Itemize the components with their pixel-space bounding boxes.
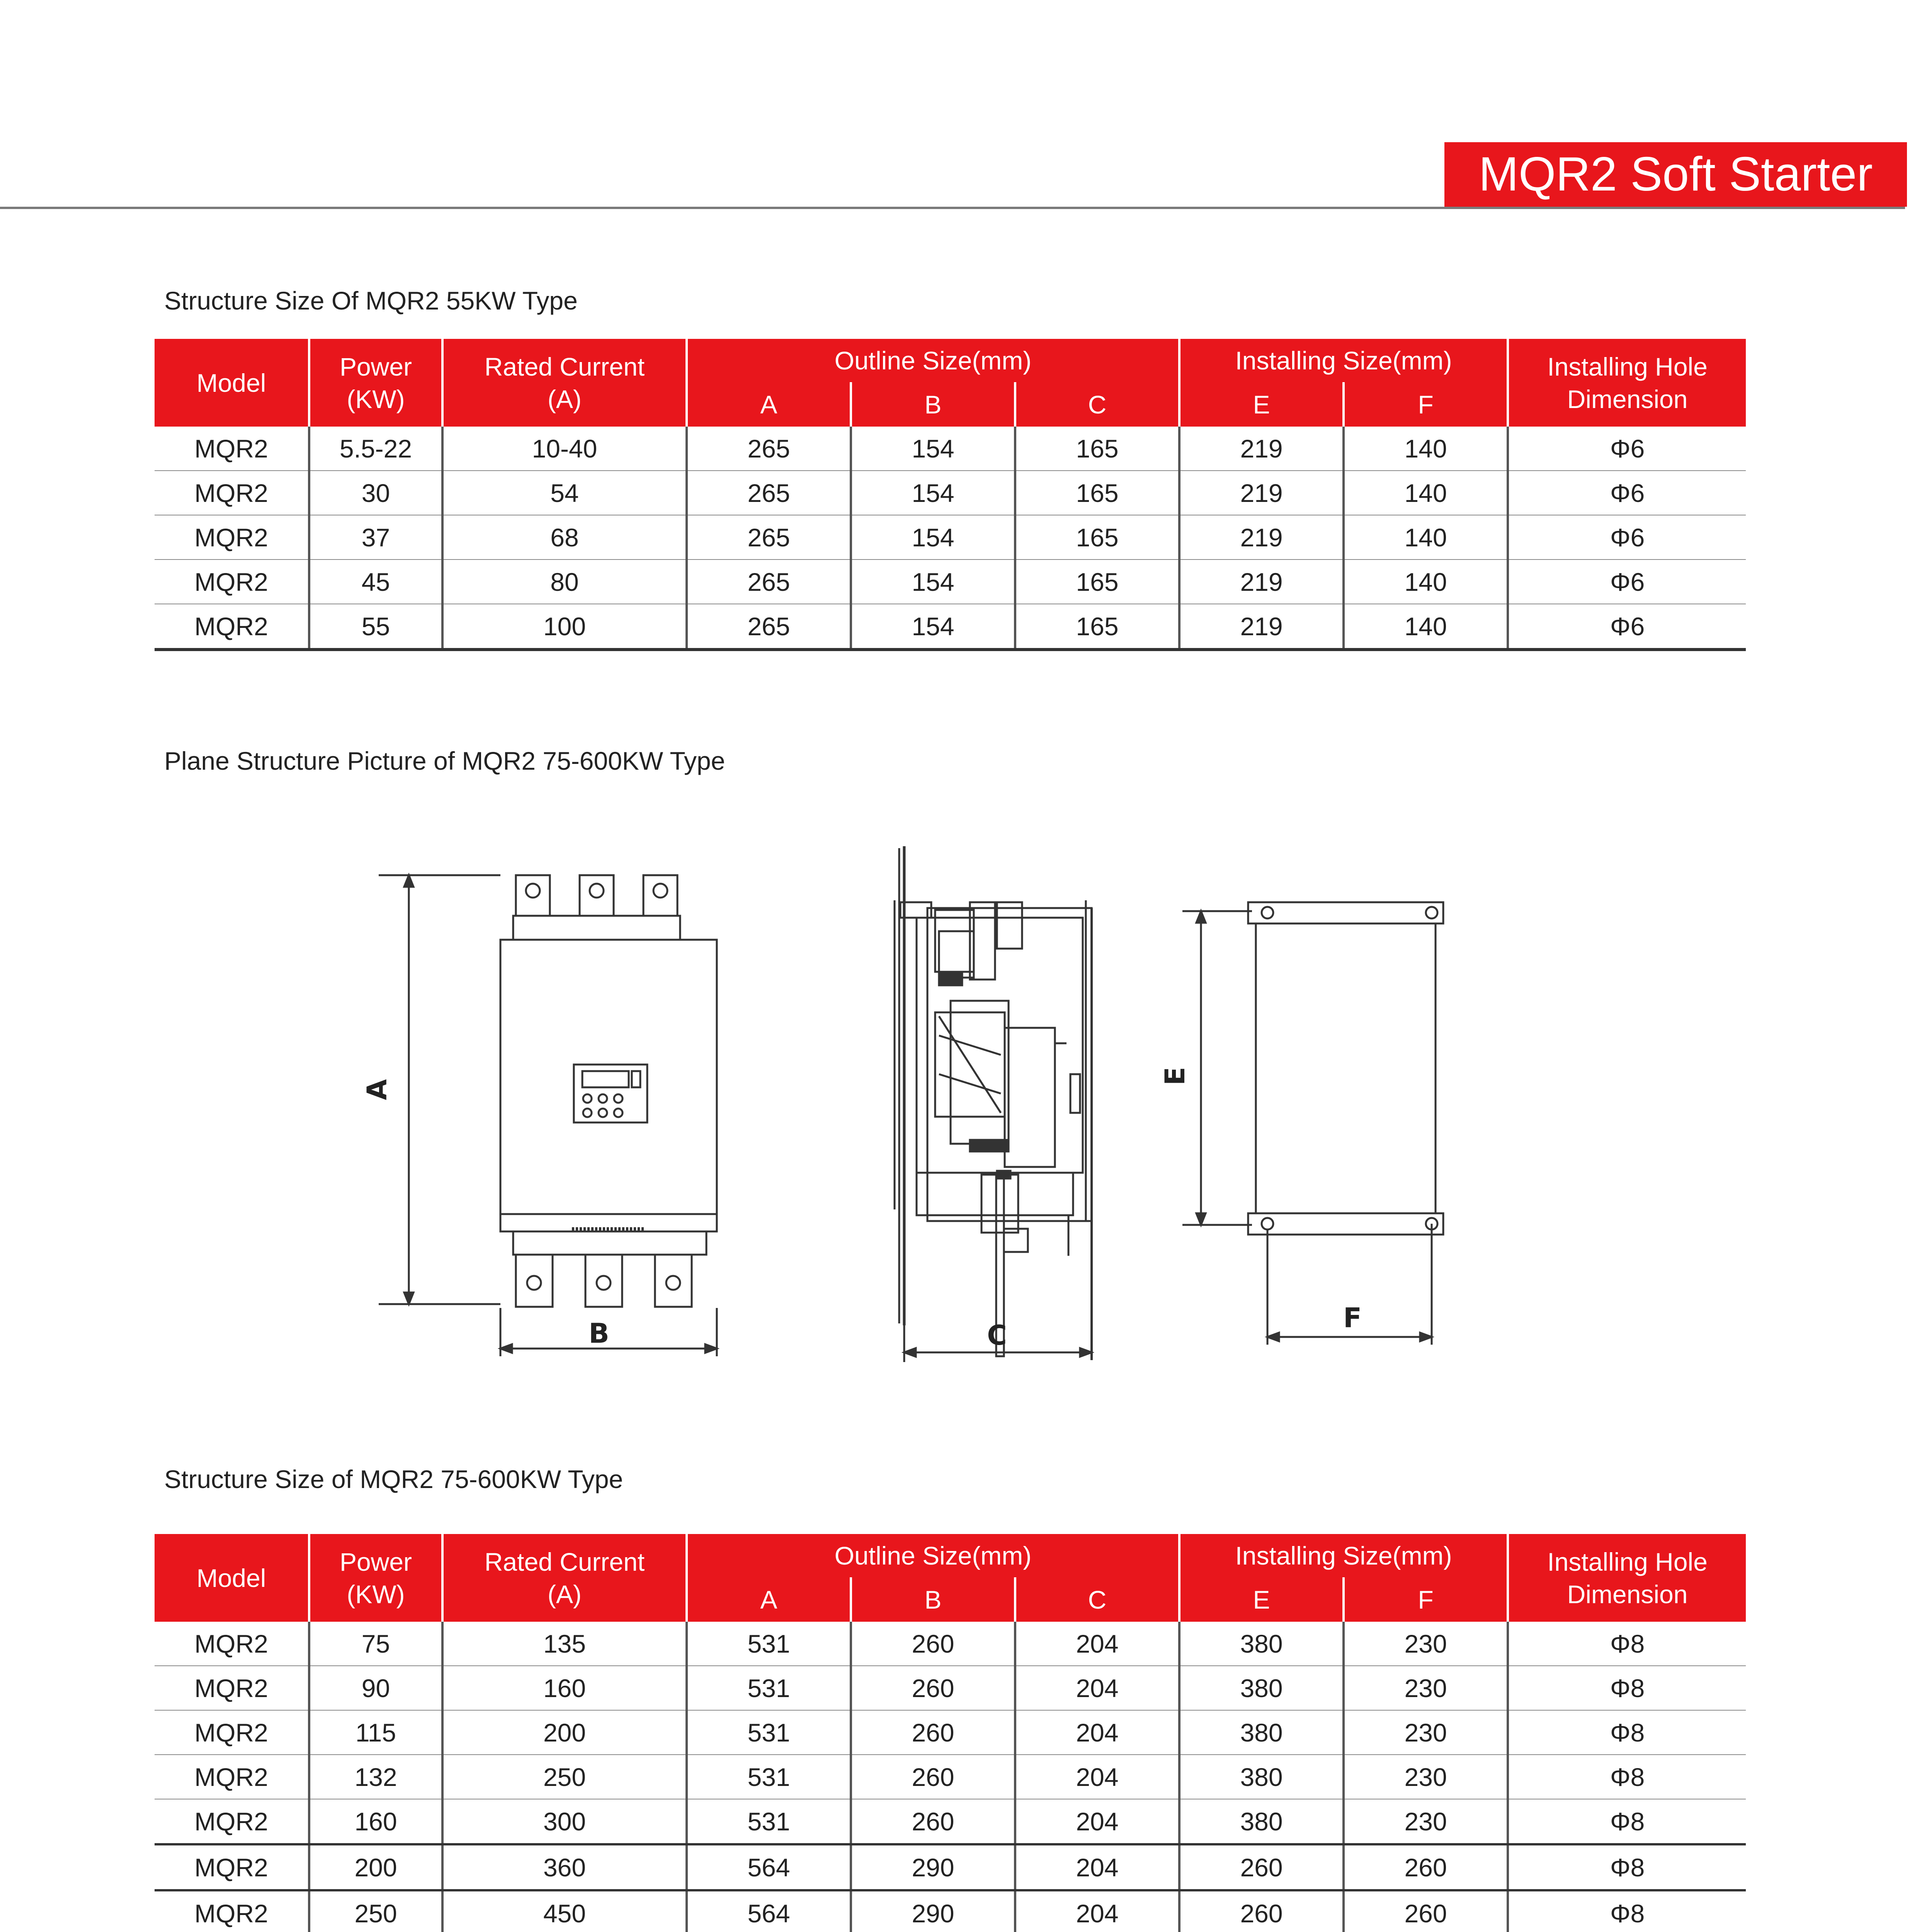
cell-power: 5.5-22 xyxy=(309,427,442,471)
spec-table-75-600kw xyxy=(155,1534,1746,1932)
header-outline: Outline Size(mm) xyxy=(687,1534,1179,1577)
header-current-unit: (A) xyxy=(548,384,582,413)
cell-f: 260 xyxy=(1344,1844,1508,1890)
cell-model: MQR2 xyxy=(155,427,309,471)
header-a: A xyxy=(687,1577,851,1622)
table-row xyxy=(155,1755,1746,1799)
cell-a: 531 xyxy=(687,1799,851,1844)
cell-current: 135 xyxy=(442,1622,687,1666)
section1-title: Structure Size Of MQR2 55KW Type xyxy=(164,286,578,315)
cell-power: 90 xyxy=(309,1666,442,1710)
cell-e: 380 xyxy=(1179,1799,1344,1844)
cell-b: 290 xyxy=(851,1844,1015,1890)
cell-f: 140 xyxy=(1344,427,1508,471)
cell-current: 100 xyxy=(442,604,687,650)
cell-c: 204 xyxy=(1015,1799,1179,1844)
cell-current: 450 xyxy=(442,1890,687,1932)
label-e: E xyxy=(1159,1067,1191,1085)
cell-hole: Φ8 xyxy=(1508,1622,1746,1666)
cell-b: 260 xyxy=(851,1666,1015,1710)
header-hole-label: Installing Hole xyxy=(1547,1547,1708,1576)
header-power-label: Power xyxy=(339,1547,412,1576)
header-power-unit: (KW) xyxy=(347,384,405,413)
cell-b: 154 xyxy=(851,515,1015,560)
cell-model: MQR2 xyxy=(155,1844,309,1890)
cell-model: MQR2 xyxy=(155,1666,309,1710)
header-e: E xyxy=(1179,382,1344,427)
cell-current: 10-40 xyxy=(442,427,687,471)
cell-e: 380 xyxy=(1179,1755,1344,1799)
cell-power: 30 xyxy=(309,471,442,515)
cell-hole: Φ8 xyxy=(1508,1799,1746,1844)
cell-power: 115 xyxy=(309,1710,442,1755)
cell-e: 219 xyxy=(1179,471,1344,515)
table-row xyxy=(155,1666,1746,1710)
cell-c: 165 xyxy=(1015,471,1179,515)
header-c: C xyxy=(1015,1577,1179,1622)
header-badge: MQR2 Soft Starter xyxy=(1444,142,1907,207)
cell-current: 250 xyxy=(442,1755,687,1799)
cell-b: 154 xyxy=(851,604,1015,650)
header-power-unit: (KW) xyxy=(347,1580,405,1609)
cell-c: 204 xyxy=(1015,1890,1179,1932)
cell-f: 230 xyxy=(1344,1622,1508,1666)
header-current-unit: (A) xyxy=(548,1580,582,1609)
label-b: B xyxy=(589,1318,609,1349)
cell-power: 200 xyxy=(309,1844,442,1890)
cell-hole: Φ6 xyxy=(1508,560,1746,604)
top-view xyxy=(1182,902,1443,1345)
cell-f: 140 xyxy=(1344,560,1508,604)
cell-f: 140 xyxy=(1344,515,1508,560)
cell-a: 564 xyxy=(687,1844,851,1890)
cell-a: 531 xyxy=(687,1755,851,1799)
cell-power: 55 xyxy=(309,604,442,650)
cell-a: 531 xyxy=(687,1666,851,1710)
cell-e: 380 xyxy=(1179,1710,1344,1755)
header-installing: Installing Size(mm) xyxy=(1179,1534,1508,1577)
cell-f: 140 xyxy=(1344,471,1508,515)
cell-c: 165 xyxy=(1015,560,1179,604)
table-row xyxy=(155,515,1746,560)
label-f: F xyxy=(1343,1302,1362,1334)
header-hole-label-2: Dimension xyxy=(1567,384,1688,413)
cell-current: 300 xyxy=(442,1799,687,1844)
front-view xyxy=(379,875,717,1356)
table-row xyxy=(155,471,1746,515)
header-hole-label: Installing Hole xyxy=(1547,352,1708,381)
diagram-svg xyxy=(361,842,1530,1391)
cell-b: 260 xyxy=(851,1755,1015,1799)
cell-hole: Φ8 xyxy=(1508,1890,1746,1932)
header-f: F xyxy=(1344,382,1508,427)
section2-title: Structure Size of MQR2 75-600KW Type xyxy=(164,1465,623,1493)
cell-power: 250 xyxy=(309,1890,442,1932)
cell-a: 265 xyxy=(687,427,851,471)
table-row xyxy=(155,1844,1746,1890)
label-a: A xyxy=(361,1079,393,1100)
cell-b: 154 xyxy=(851,471,1015,515)
cell-current: 68 xyxy=(442,515,687,560)
cell-e: 260 xyxy=(1179,1890,1344,1932)
header-e: E xyxy=(1179,1577,1344,1622)
cell-hole: Φ6 xyxy=(1508,604,1746,650)
cell-a: 564 xyxy=(687,1890,851,1932)
cell-f: 230 xyxy=(1344,1799,1508,1844)
header-model: Model xyxy=(155,339,309,427)
table-row xyxy=(155,1622,1746,1666)
header-c: C xyxy=(1015,382,1179,427)
header-f: F xyxy=(1344,1577,1508,1622)
cell-c: 165 xyxy=(1015,604,1179,650)
cell-f: 230 xyxy=(1344,1755,1508,1799)
cell-current: 160 xyxy=(442,1666,687,1710)
header-b: B xyxy=(851,382,1015,427)
table-row xyxy=(155,604,1746,650)
cell-model: MQR2 xyxy=(155,604,309,650)
header-installing: Installing Size(mm) xyxy=(1179,339,1508,382)
cell-power: 160 xyxy=(309,1799,442,1844)
cell-power: 45 xyxy=(309,560,442,604)
label-c: C xyxy=(987,1320,1007,1351)
cell-model: MQR2 xyxy=(155,560,309,604)
cell-e: 219 xyxy=(1179,604,1344,650)
cell-model: MQR2 xyxy=(155,1622,309,1666)
header-current-label: Rated Current xyxy=(484,1547,645,1576)
header-hole-label-2: Dimension xyxy=(1567,1580,1688,1609)
cell-c: 204 xyxy=(1015,1755,1179,1799)
table-row xyxy=(155,1710,1746,1755)
cell-hole: Φ6 xyxy=(1508,515,1746,560)
cell-model: MQR2 xyxy=(155,1890,309,1932)
cell-e: 219 xyxy=(1179,427,1344,471)
header-hole xyxy=(1508,1534,1746,1622)
header-current-label: Rated Current xyxy=(484,352,645,381)
table-body-55kw xyxy=(155,427,1746,650)
cell-model: MQR2 xyxy=(155,515,309,560)
cell-f: 140 xyxy=(1344,604,1508,650)
cell-b: 290 xyxy=(851,1890,1015,1932)
cell-model: MQR2 xyxy=(155,1799,309,1844)
cell-c: 165 xyxy=(1015,515,1179,560)
cell-e: 260 xyxy=(1179,1844,1344,1890)
cell-f: 230 xyxy=(1344,1710,1508,1755)
cell-a: 265 xyxy=(687,471,851,515)
cell-f: 260 xyxy=(1344,1890,1508,1932)
side-view xyxy=(895,846,1092,1362)
cell-c: 204 xyxy=(1015,1622,1179,1666)
spec-table-55kw xyxy=(155,339,1746,651)
cell-power: 75 xyxy=(309,1622,442,1666)
cell-hole: Φ8 xyxy=(1508,1666,1746,1710)
cell-e: 380 xyxy=(1179,1622,1344,1666)
table-body-75-600kw xyxy=(155,1622,1746,1932)
cell-hole: Φ8 xyxy=(1508,1844,1746,1890)
cell-b: 154 xyxy=(851,560,1015,604)
diagram-title: Plane Structure Picture of MQR2 75-600KW Type xyxy=(164,747,725,775)
table-row xyxy=(155,560,1746,604)
header-current xyxy=(442,1534,687,1622)
cell-current: 54 xyxy=(442,471,687,515)
cell-model: MQR2 xyxy=(155,471,309,515)
cell-b: 154 xyxy=(851,427,1015,471)
cell-c: 165 xyxy=(1015,427,1179,471)
cell-a: 531 xyxy=(687,1622,851,1666)
cell-a: 531 xyxy=(687,1710,851,1755)
cell-a: 265 xyxy=(687,515,851,560)
cell-hole: Φ6 xyxy=(1508,471,1746,515)
cell-hole: Φ8 xyxy=(1508,1710,1746,1755)
cell-model: MQR2 xyxy=(155,1710,309,1755)
header-b: B xyxy=(851,1577,1015,1622)
cell-power: 132 xyxy=(309,1755,442,1799)
cell-e: 219 xyxy=(1179,515,1344,560)
cell-b: 260 xyxy=(851,1710,1015,1755)
cell-hole: Φ6 xyxy=(1508,427,1746,471)
header-hole xyxy=(1508,339,1746,427)
cell-current: 80 xyxy=(442,560,687,604)
cell-power: 37 xyxy=(309,515,442,560)
cell-model: MQR2 xyxy=(155,1755,309,1799)
cell-a: 265 xyxy=(687,560,851,604)
header-outline: Outline Size(mm) xyxy=(687,339,1179,382)
cell-current: 200 xyxy=(442,1710,687,1755)
cell-current: 360 xyxy=(442,1844,687,1890)
header-power xyxy=(309,339,442,427)
table-row xyxy=(155,1799,1746,1844)
cell-c: 204 xyxy=(1015,1710,1179,1755)
header-power-label: Power xyxy=(339,352,412,381)
cell-a: 265 xyxy=(687,604,851,650)
cell-c: 204 xyxy=(1015,1666,1179,1710)
header-model: Model xyxy=(155,1534,309,1622)
cell-e: 219 xyxy=(1179,560,1344,604)
header-current xyxy=(442,339,687,427)
cell-b: 260 xyxy=(851,1799,1015,1844)
header-rule xyxy=(0,207,1905,209)
cell-f: 230 xyxy=(1344,1666,1508,1710)
table-row xyxy=(155,427,1746,471)
cell-b: 260 xyxy=(851,1622,1015,1666)
header-power xyxy=(309,1534,442,1622)
cell-e: 380 xyxy=(1179,1666,1344,1710)
header-a: A xyxy=(687,382,851,427)
cell-c: 204 xyxy=(1015,1844,1179,1890)
plane-structure-diagram xyxy=(361,842,1530,1391)
table-row xyxy=(155,1890,1746,1932)
cell-hole: Φ8 xyxy=(1508,1755,1746,1799)
